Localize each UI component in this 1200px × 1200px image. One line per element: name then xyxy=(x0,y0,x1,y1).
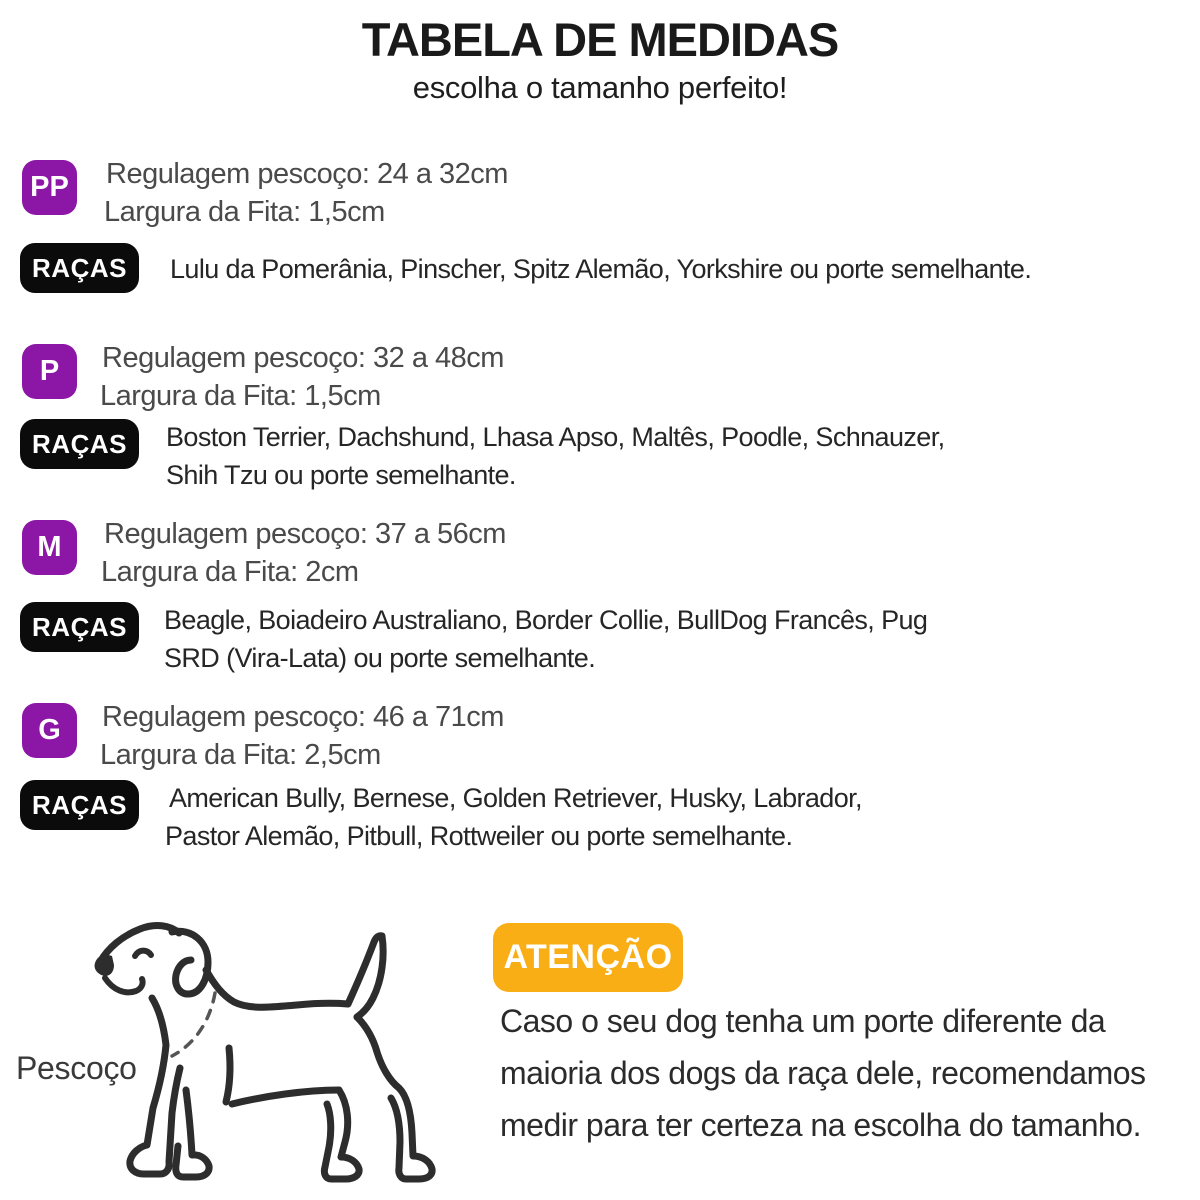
size-pp-neck-range: Regulagem pescoço: 24 a 32cm xyxy=(106,158,508,190)
size-p-strap-width: Largura da Fita: 1,5cm xyxy=(100,380,381,412)
size-g-breeds-line2: Pastor Alemão, Pitbull, Rottweiler ou porte semelhante. xyxy=(165,821,793,851)
dog-back-outline xyxy=(206,970,348,1007)
attention-text-line2: maioria dos dogs da raça dele, recomendamos xyxy=(500,1055,1146,1091)
size-g-neck-range: Regulagem pescoço: 46 a 71cm xyxy=(102,701,504,733)
dog-illustration xyxy=(60,898,480,1198)
dog-nose xyxy=(95,955,114,976)
dog-tail xyxy=(348,936,383,1017)
page-title: TABELA DE MEDIDAS xyxy=(361,13,839,66)
dog-ear xyxy=(172,931,208,994)
size-badge-m: M xyxy=(22,520,77,575)
size-m-strap-width: Largura da Fita: 2cm xyxy=(101,556,359,588)
size-pp-breeds-line1: Lulu da Pomerânia, Pinscher, Spitz Alemão, Yorkshire ou porte semelhante. xyxy=(170,254,1032,284)
size-badge-p: P xyxy=(22,344,77,399)
dog-eye xyxy=(135,951,151,956)
dog-hind-leg-far xyxy=(357,1017,432,1179)
races-badge-pp: RAÇAS xyxy=(20,243,139,293)
size-g-strap-width: Largura da Fita: 2,5cm xyxy=(100,739,381,771)
dog-belly-line xyxy=(232,1090,339,1104)
size-m-breeds-line1: Beagle, Boiadeiro Australiano, Border Collie, BullDog Francês, Pug xyxy=(164,605,928,635)
attention-text-line3: medir para ter certeza na escolha do tamanho. xyxy=(500,1107,1141,1143)
dog-front-leg-near xyxy=(130,998,180,1174)
size-p-breeds-line1: Boston Terrier, Dachshund, Lhasa Apso, Maltês, Poodle, Schnauzer, xyxy=(166,422,945,452)
races-badge-m: RAÇAS xyxy=(20,602,139,652)
dog-smile xyxy=(105,978,143,992)
size-g-breeds-line1: American Bully, Bernese, Golden Retriever, Husky, Labrador, xyxy=(169,783,862,813)
size-badge-g: G xyxy=(22,703,77,758)
races-badge-g: RAÇAS xyxy=(20,780,139,830)
dog-hind-leg-near xyxy=(324,1090,359,1179)
attention-text-line1: Caso o seu dog tenha um porte diferente da xyxy=(500,1003,1106,1039)
attention-badge: ATENÇÃO xyxy=(493,923,683,992)
size-m-breeds-line2: SRD (Vira-Lata) ou porte semelhante. xyxy=(164,643,596,673)
dog-shoulder-line xyxy=(226,1048,230,1102)
races-badge-p: RAÇAS xyxy=(20,419,139,469)
size-m-neck-range: Regulagem pescoço: 37 a 56cm xyxy=(104,518,506,550)
collar-dashed-line xyxy=(172,993,215,1056)
size-pp-strap-width: Largura da Fita: 1,5cm xyxy=(104,196,385,228)
page-subtitle: escolha o tamanho perfeito! xyxy=(412,70,788,105)
size-p-breeds-line2: Shih Tzu ou porte semelhante. xyxy=(166,460,516,490)
size-p-neck-range: Regulagem pescoço: 32 a 48cm xyxy=(102,342,504,374)
dog-front-leg-far xyxy=(176,1090,209,1177)
neck-label: Pescoço xyxy=(16,1050,137,1086)
size-badge-pp: PP xyxy=(22,160,77,215)
